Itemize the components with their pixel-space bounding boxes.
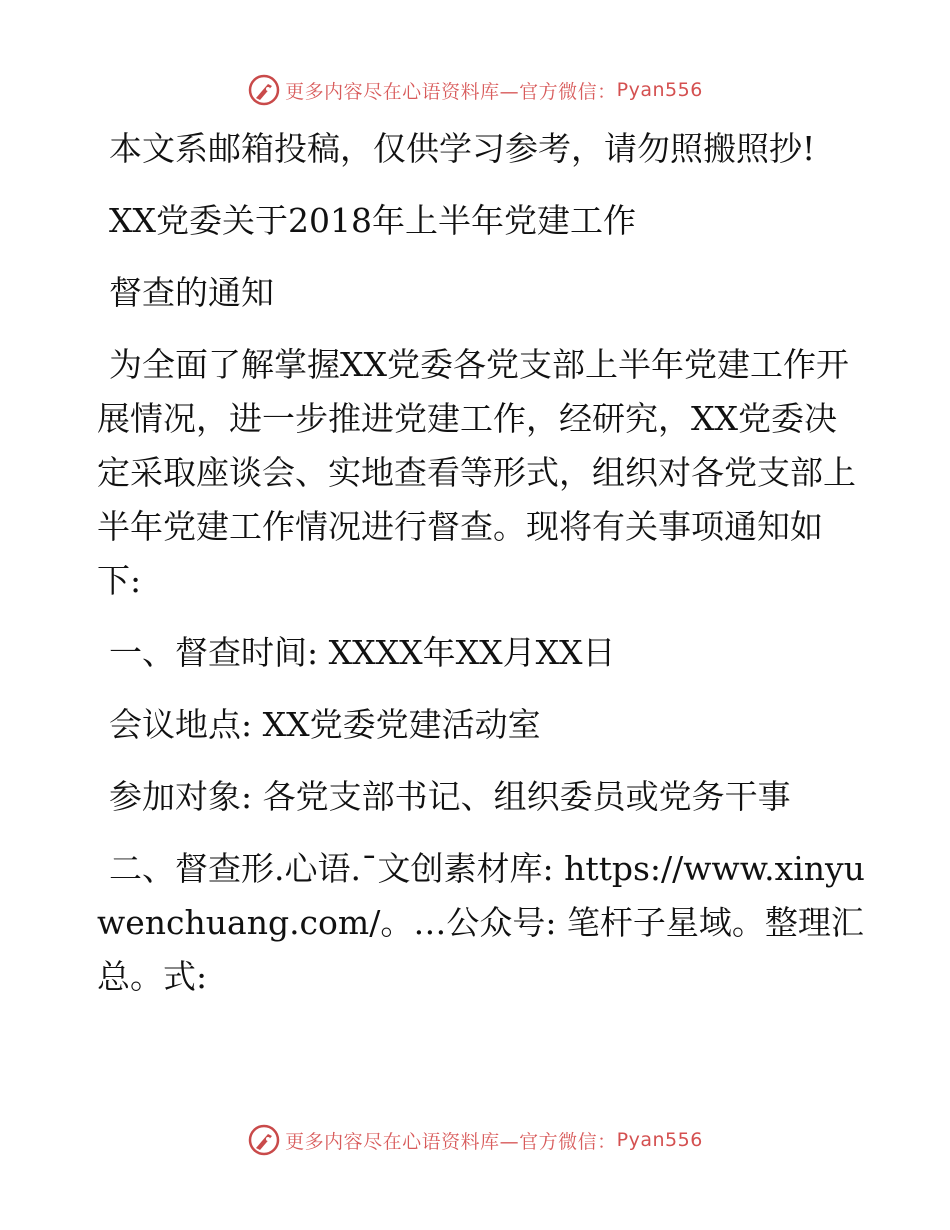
intro-paragraph: 为全面了解掌握XX党委各党支部上半年党建工作开展情况，进一步推进党建工作，经研究，XX党委决定采取座谈会、实地查看等形式，组织对各党支部上半年党建工作情况进行督查。现将有关事项通知如下: <box>97 345 856 600</box>
watermark-account: Pyan556 <box>616 79 703 101</box>
form-line: 二、督查形.心语.¯文创素材库: https://www.xinyuwenchuang.com/。…公众号: 笔杆子星域。整理汇总。式: <box>97 849 865 996</box>
title-line-2: 督查的通知 <box>109 273 274 312</box>
disclaimer: 本文系邮箱投稿，仅供学习参考，请勿照搬照抄! <box>109 129 816 168</box>
watermark-account: Pyan556 <box>616 1129 703 1151</box>
watermark-text: 更多内容尽在心语资料库—官方微信： <box>285 80 617 103</box>
document-body <box>97 122 867 1022</box>
header-watermark <box>0 70 950 110</box>
footer-watermark <box>0 1120 950 1160</box>
pen-nib-logo-icon <box>247 1123 281 1157</box>
time-line: 一、督查时间: XXXX年XX月XX日 <box>109 633 616 672</box>
pen-nib-logo-icon <box>247 73 281 107</box>
title-line-1: XX党委关于2018年上半年党建工作 <box>109 201 636 240</box>
participants-line: 参加对象: 各党支部书记、组织委员或党务干事 <box>109 777 791 816</box>
watermark-text: 更多内容尽在心语资料库—官方微信： <box>285 1130 617 1153</box>
location-line: 会议地点: XX党委党建活动室 <box>109 705 541 744</box>
